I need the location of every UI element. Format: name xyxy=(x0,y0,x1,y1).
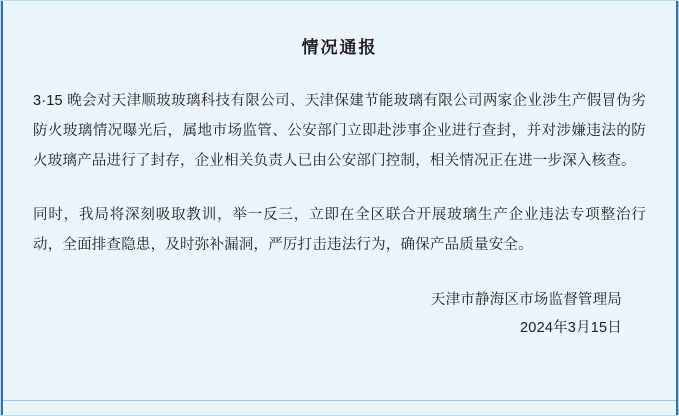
signature-date: 2024年3月15日 xyxy=(520,320,622,336)
paragraph-2: 同时，我局将深刻吸取教训，举一反三，立即在全区联合开展玻璃生产企业违法专项整治行动，全面排查隐患，及时弥补漏洞，严厉打击违法行为，确保产品质量安全。 xyxy=(33,207,646,253)
signature-block xyxy=(33,286,646,342)
bottom-divider xyxy=(3,400,676,401)
paragraph-1: 3·15 晚会对天津顺玻玻璃科技有限公司、天津保建节能玻璃有限公司两家企业涉生产假冒伪劣防火玻璃情况曝光后，属地市场监管、公安部门立即赴涉事企业进行查封，并对涉嫌违法的防火玻璃产品进行了封存，企业相关负责人已由公安部门控制，相关情况正在进一步深入核查。 xyxy=(33,93,646,169)
signature-issuer: 天津市静海区市场监督管理局 xyxy=(430,292,622,308)
document-body xyxy=(1,1,678,415)
page-title: 情况通报 xyxy=(301,38,378,57)
